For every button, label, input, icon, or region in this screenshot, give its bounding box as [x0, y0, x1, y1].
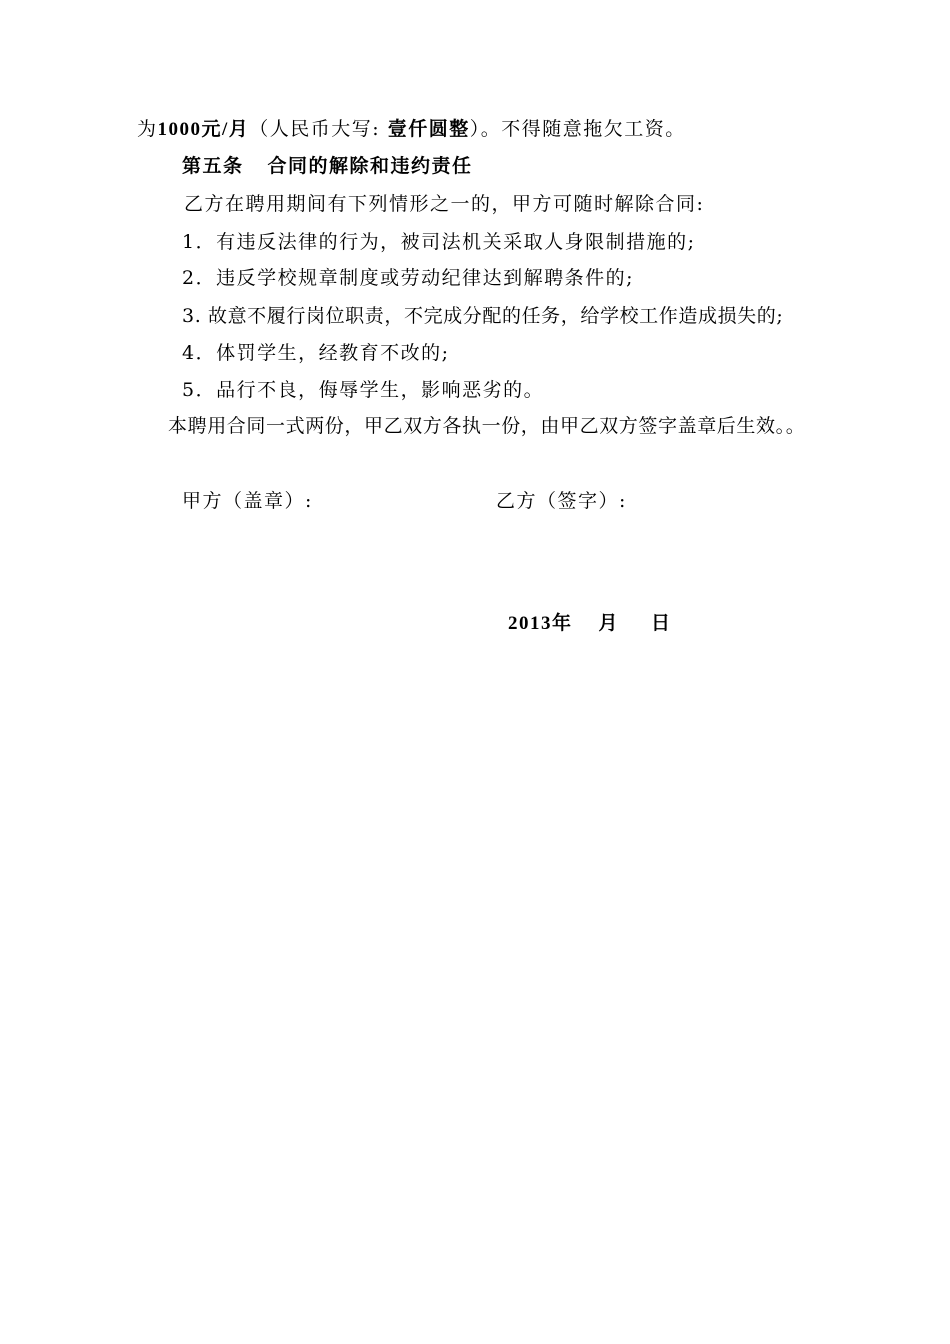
- date-year-unit: 年: [552, 612, 573, 634]
- date-day-unit: 日: [651, 612, 672, 634]
- salary-paren-close: ）。不得随意拖欠工资。: [469, 118, 686, 140]
- list-item: 3. 故意不履行岗位职责，不完成分配的任务，给学校工作造成损失的;: [182, 305, 784, 327]
- date-year: 2013: [508, 613, 552, 634]
- list-item: 4．体罚学生，经教育不改的;: [182, 342, 450, 364]
- article-intro: 乙方在聘用期间有下列情形之一的，甲方可随时解除合同:: [184, 193, 705, 215]
- salary-prefix: 为: [137, 118, 158, 140]
- list-item: 2．违反学校规章制度或劳动纪律达到解聘条件的;: [182, 267, 634, 289]
- salary-amount: 1000元/月: [157, 119, 250, 140]
- article-subtitle: 合同的解除和违约责任: [267, 155, 473, 177]
- date-month-unit: 月: [598, 612, 620, 634]
- salary-line: [137, 117, 686, 142]
- article-heading: [182, 154, 473, 178]
- salary-paren-open: （人民币大写:: [249, 118, 381, 140]
- list-item: 5．品行不良，侮辱学生，影响恶劣的。: [182, 379, 545, 401]
- party-b-signature: 乙方（签字）:: [496, 490, 627, 512]
- closing-paragraph: 本聘用合同一式两份，甲乙双方各执一份，由甲乙双方签字盖章后生效。。: [168, 415, 806, 437]
- article-number: 第五条: [182, 155, 244, 177]
- list-item: 1．有违反法律的行为，被司法机关采取人身限制措施的;: [182, 231, 696, 253]
- salary-amount-caps: 壹仟圆整: [387, 118, 470, 140]
- signing-date: [508, 611, 672, 636]
- party-a-signature: 甲方（盖章）:: [182, 490, 313, 512]
